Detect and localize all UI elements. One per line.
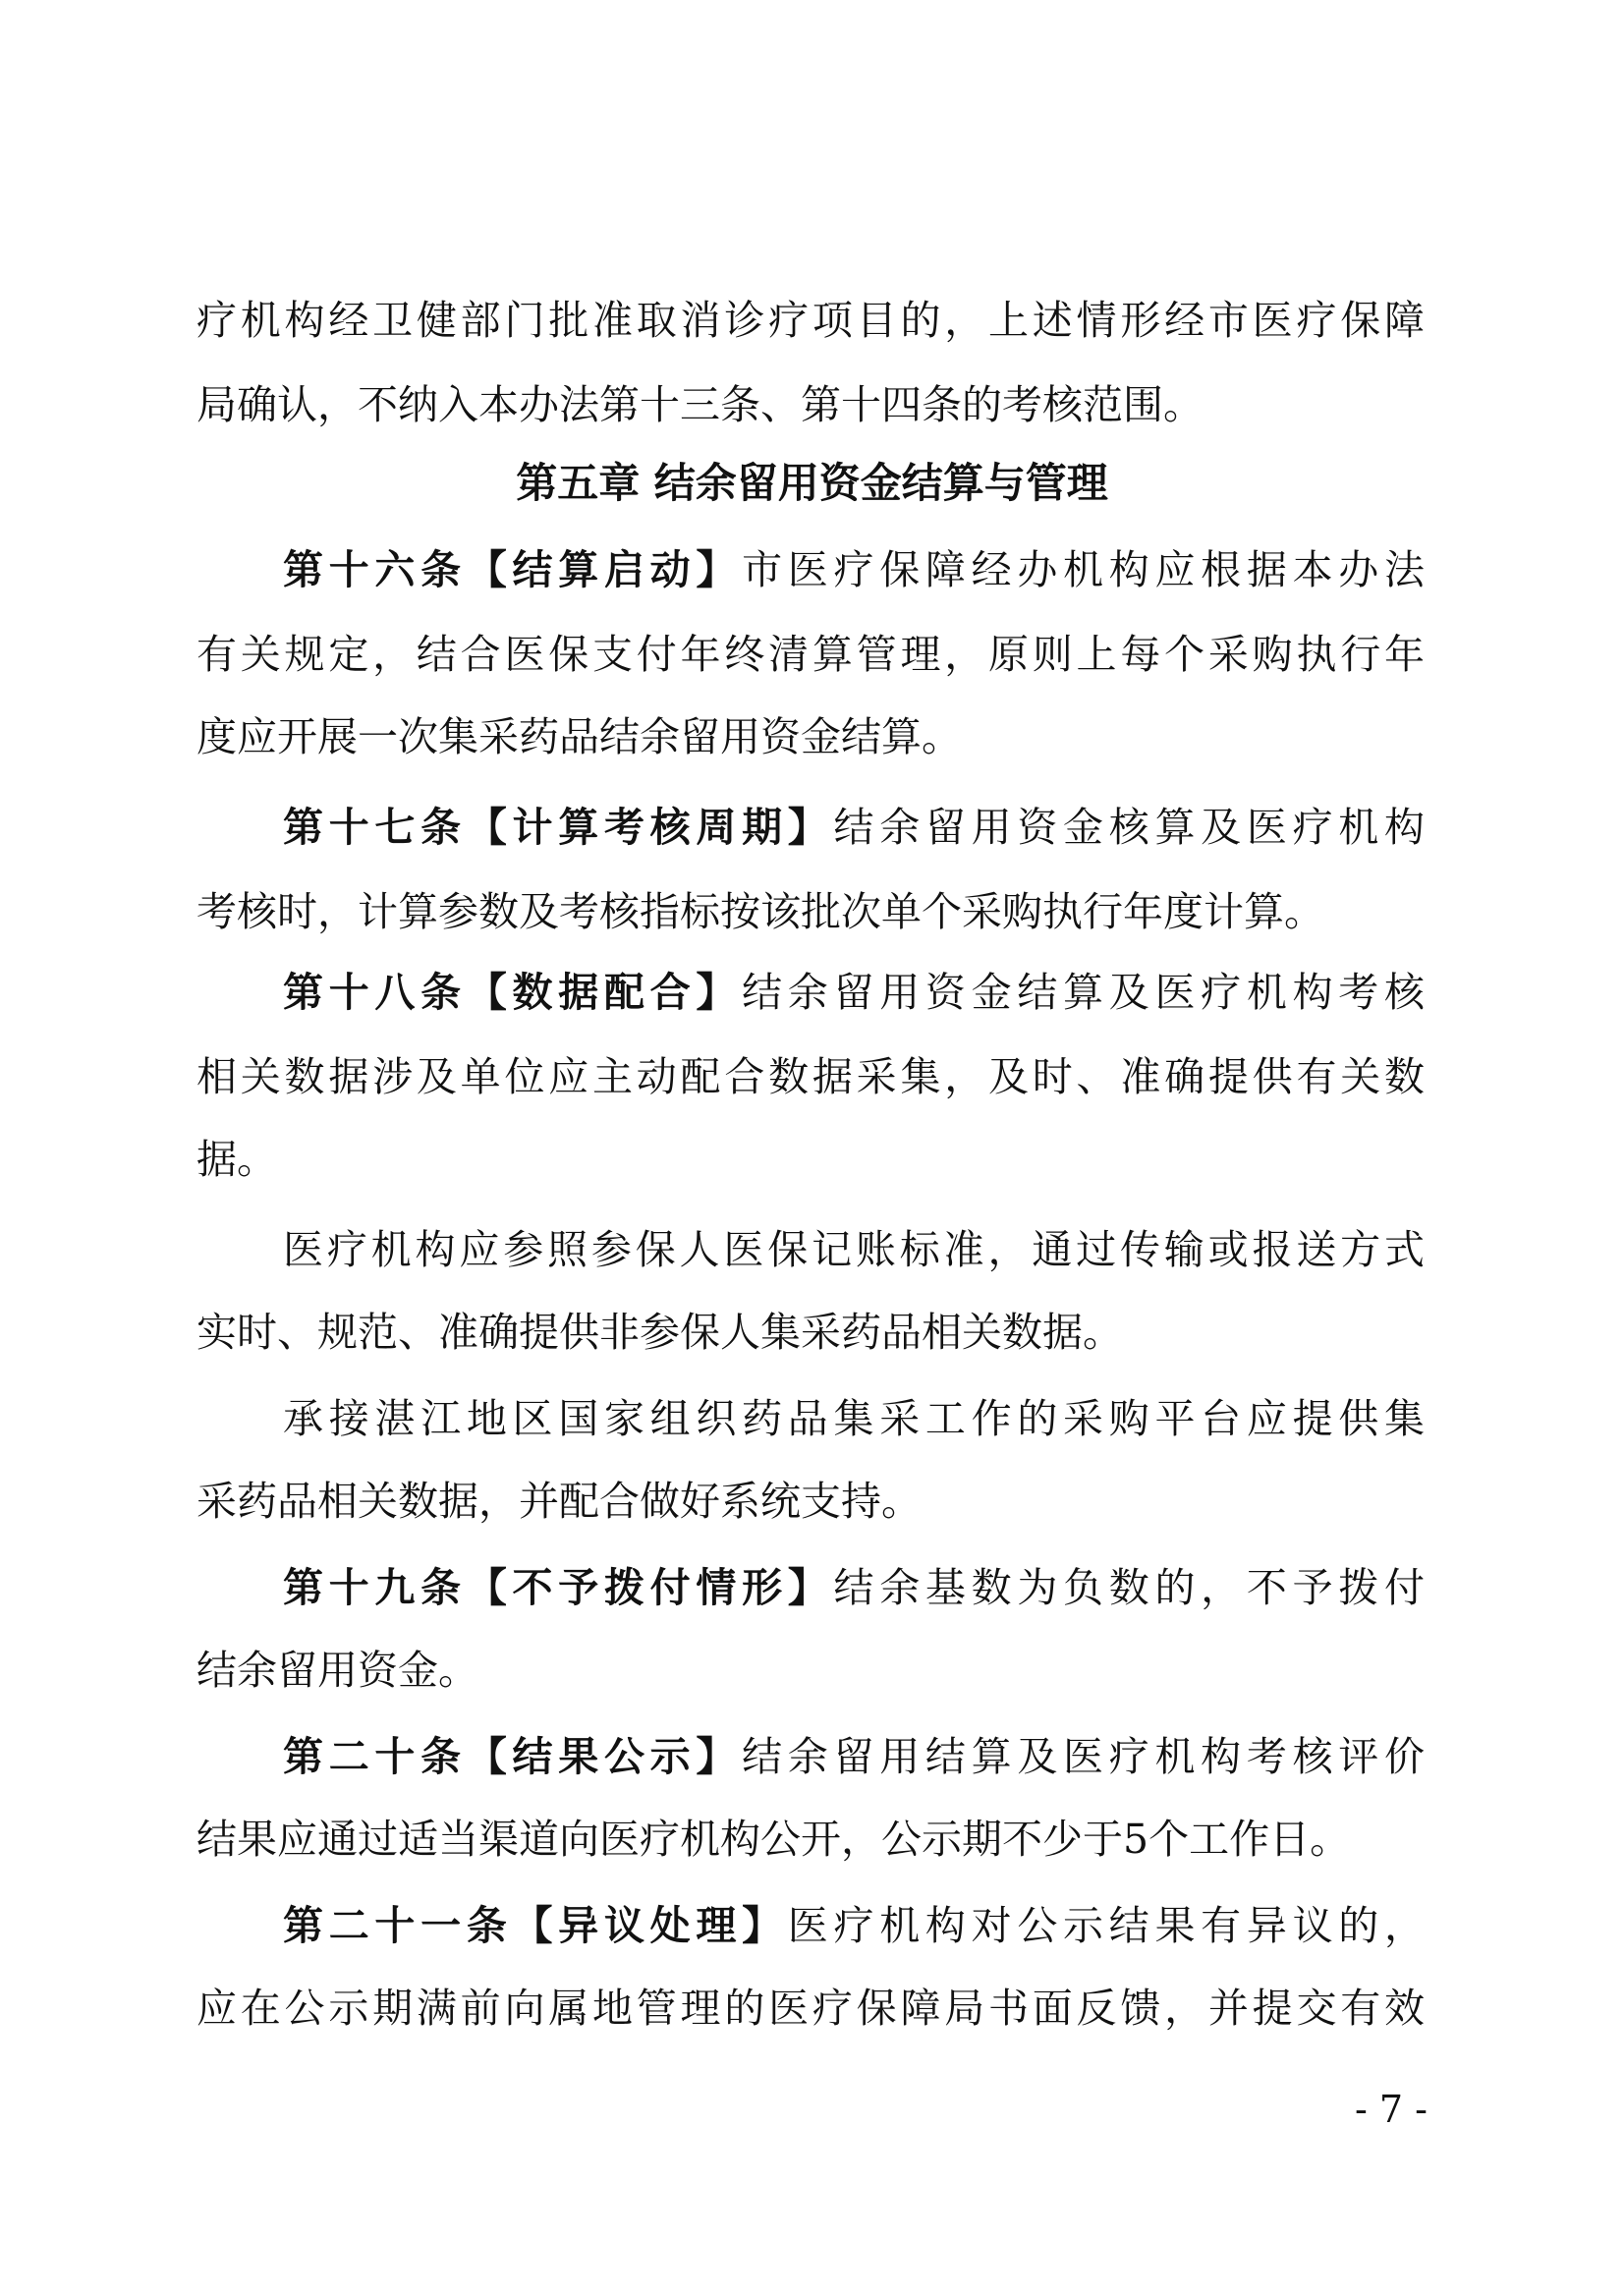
article-17-text: 结余留用资金核算及医疗机构 xyxy=(833,804,1425,851)
body-line: 度应开展一次集采药品结余留用资金结算。 xyxy=(196,713,962,760)
article-16-first-line xyxy=(283,540,1425,599)
body-line: 应在公示期满前向属地管理的医疗保障局书面反馈，并提交有效 xyxy=(196,1985,1425,2032)
article-16-title: 第十六条【结算启动】 xyxy=(283,546,743,593)
article-21-first-line xyxy=(283,1896,1425,1955)
article-19-text: 结余基数为负数的，不予拨付 xyxy=(833,1564,1425,1611)
body-line: 有关规定，结合医保支付年终清算管理，原则上每个采购执行年 xyxy=(196,631,1425,678)
article-18-first-line xyxy=(283,963,1425,1022)
article-19-first-line xyxy=(283,1558,1425,1617)
body-line: 相关数据涉及单位应主动配合数据采集，及时、准确提供有关数 xyxy=(196,1053,1425,1100)
body-line: 结果应通过适当渠道向医疗机构公开，公示期不少于5个工作日。 xyxy=(196,1816,1351,1863)
article-16-text: 市医疗保障经办机构应根据本办法 xyxy=(742,546,1426,593)
chapter-heading: 第五章 结余留用资金结算与管理 xyxy=(516,459,1108,507)
article-17-title: 第十七条【计算考核周期】 xyxy=(283,804,834,851)
body-line: 采药品相关数据，并配合做好系统支持。 xyxy=(196,1478,922,1525)
body-line: 考核时，计算参数及考核指标按该批次单个采购执行年度计算。 xyxy=(196,888,1324,935)
body-line: 实时、规范、准确提供非参保人集采药品相关数据。 xyxy=(196,1309,1123,1356)
body-line: 疗机构经卫健部门批准取消诊疗项目的，上述情形经市医疗保障 xyxy=(196,297,1425,344)
article-21-title: 第二十一条【异议处理】 xyxy=(283,1902,788,1949)
body-line: 据。 xyxy=(196,1136,277,1183)
article-21-text: 医疗机构对公示结果有异议的， xyxy=(787,1902,1426,1949)
article-18-text: 结余留用资金结算及医疗机构考核 xyxy=(742,969,1426,1016)
body-line: 结余留用资金。 xyxy=(196,1647,478,1694)
article-18-title: 第十八条【数据配合】 xyxy=(283,969,743,1016)
body-line: 局确认，不纳入本办法第十三条、第十四条的考核范围。 xyxy=(196,381,1204,428)
article-20-title: 第二十条【结果公示】 xyxy=(283,1733,743,1780)
article-19-title: 第十九条【不予拨付情形】 xyxy=(283,1564,834,1611)
article-20-text: 结余留用结算及医疗机构考核评价 xyxy=(742,1733,1426,1780)
article-20-first-line xyxy=(283,1727,1425,1786)
article-17-first-line xyxy=(283,798,1425,857)
body-line: 承接湛江地区国家组织药品集采工作的采购平台应提供集 xyxy=(283,1395,1425,1442)
page-number: - 7 - xyxy=(1354,2088,1428,2131)
body-line: 医疗机构应参照参保人医保记账标准，通过传输或报送方式 xyxy=(283,1226,1425,1273)
